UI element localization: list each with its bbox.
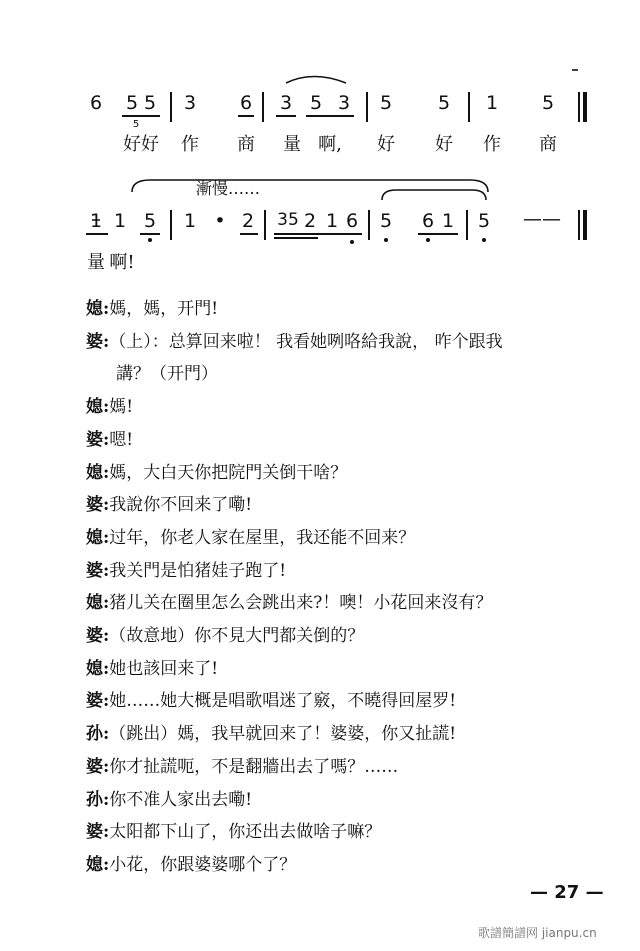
lyric: 好 [377, 134, 395, 155]
note: 1 [325, 210, 339, 232]
note: 5 [143, 92, 157, 114]
line-text: 你才扯謊呃，不是翻牆出去了嗎？…… [109, 756, 399, 777]
line-text: 嗯! [109, 429, 134, 450]
dialogue-line [86, 718, 600, 751]
speaker: 媳: [86, 462, 110, 483]
note: 2 [241, 210, 255, 232]
note: 1 [441, 210, 455, 232]
note: 6 [239, 92, 253, 114]
dialogue [86, 293, 600, 882]
line-text: 猪儿关在圈里怎么会跳出来?！噢！小花回来沒有？ [109, 593, 493, 614]
speaker: 婆: [86, 331, 110, 352]
line-text: 过年，你老人家在屋里，我还能不回来？ [109, 527, 416, 548]
speaker: 媳: [86, 593, 110, 614]
note: 3 [279, 92, 293, 114]
speaker: 婆: [86, 691, 110, 712]
lyric: 量 [283, 134, 301, 155]
note: • [214, 210, 226, 232]
line-text: 她……她大概是唱歌唱迷了竅，不曉得回屋罗! [109, 691, 457, 712]
dialogue-line [86, 784, 600, 817]
line-text: 媽! [109, 397, 134, 418]
note: 5 [309, 92, 323, 114]
lyric: 商 [237, 134, 255, 155]
speaker: 媳: [86, 658, 110, 679]
watermark: 歌譜簡譜网 jianpu.cn [478, 926, 597, 940]
dialogue-line [86, 555, 600, 588]
lyric: 商 [539, 134, 557, 155]
dialogue-line [86, 587, 600, 620]
speaker: 婆: [86, 756, 110, 777]
speaker: 婆: [86, 429, 110, 450]
dialogue-line [86, 522, 600, 555]
line-text: 媽，大白天你把院門关倒干啥？ [109, 462, 348, 483]
line-text: 她也該回来了! [109, 658, 219, 679]
line-text: 你不准人家出去嘞! [109, 789, 253, 810]
note: 2 [303, 210, 317, 232]
note: 1 [89, 210, 103, 232]
line-text: （上）：总算回来啦！ 我看她咧咯給我說， 咋个跟我 [109, 331, 503, 352]
speaker: 婆: [86, 822, 110, 843]
line-text: 小花，你跟婆婆哪个了？ [109, 854, 297, 875]
line-text: （故意地）你不見大門都关倒的？ [109, 626, 365, 647]
speaker: 媳: [86, 299, 110, 319]
line-text: 太阳都下山了，你还出去做啥子嘛？ [109, 822, 382, 843]
note: 5 [437, 92, 451, 114]
note: 6 [345, 210, 359, 232]
note: 1 [183, 210, 197, 232]
lyric: 啊, [318, 134, 342, 155]
line-text: 媽，媽，开門! [109, 299, 219, 319]
note: —— [523, 208, 561, 230]
dialogue-line [86, 391, 600, 424]
dialogue-line [86, 293, 600, 326]
dialogue-line [86, 620, 600, 653]
tempo-marking: 漸慢…… [196, 179, 261, 198]
note: 6 [421, 210, 435, 232]
line-text: （跳出）媽，我早就回来了！婆婆，你又扯謊! [109, 724, 457, 745]
lyric: 好 [141, 134, 159, 155]
note: 1 [485, 92, 499, 114]
page-number: — 27 — [530, 882, 604, 903]
dialogue-line [86, 849, 600, 882]
speaker: 媳: [86, 854, 110, 875]
speaker: 媳: [86, 397, 110, 418]
note: 5 [125, 92, 139, 114]
note: 5 [541, 92, 555, 114]
note: 5 [379, 92, 393, 114]
speaker: 媳: [86, 527, 110, 548]
dialogue-line [86, 751, 600, 784]
speaker: 婆: [86, 626, 110, 647]
note: 1 [113, 210, 127, 232]
dialogue-line [86, 816, 600, 849]
note: 3 [337, 92, 351, 114]
speaker: 孙: [86, 789, 110, 810]
note: 6 [89, 92, 103, 114]
lyric: 好 [123, 134, 141, 155]
line-text: 我說你不回来了嘞! [109, 495, 253, 516]
dialogue-line [86, 489, 600, 522]
speaker: 婆: [86, 560, 110, 581]
lyrics-row-1 [78, 130, 598, 156]
note: 5 [379, 210, 393, 232]
dialogue-line [86, 685, 600, 718]
note: 5 [477, 210, 491, 232]
note: 35 [277, 210, 299, 230]
small-number: 5 [132, 119, 140, 130]
lyric: 好 [435, 134, 453, 155]
note: 5 [143, 210, 157, 232]
line-text: 我关門是怕猪娃子跑了! [109, 560, 287, 581]
speaker: 孙: [86, 724, 110, 745]
dialogue-line [86, 326, 600, 359]
dialogue-line [86, 424, 600, 457]
lyric: 啊! [109, 252, 135, 273]
line-text: 講？（开門） [116, 364, 218, 385]
lyric: 作 [483, 134, 501, 155]
dialogue-line [86, 653, 600, 686]
dialogue-line [86, 358, 600, 391]
lyric: 作 [181, 134, 199, 155]
lyrics-row-2 [78, 248, 598, 274]
note: 3 [183, 92, 197, 114]
dialogue-line [86, 457, 600, 490]
lyric: 量 [87, 252, 105, 273]
speaker: 婆: [86, 495, 110, 516]
